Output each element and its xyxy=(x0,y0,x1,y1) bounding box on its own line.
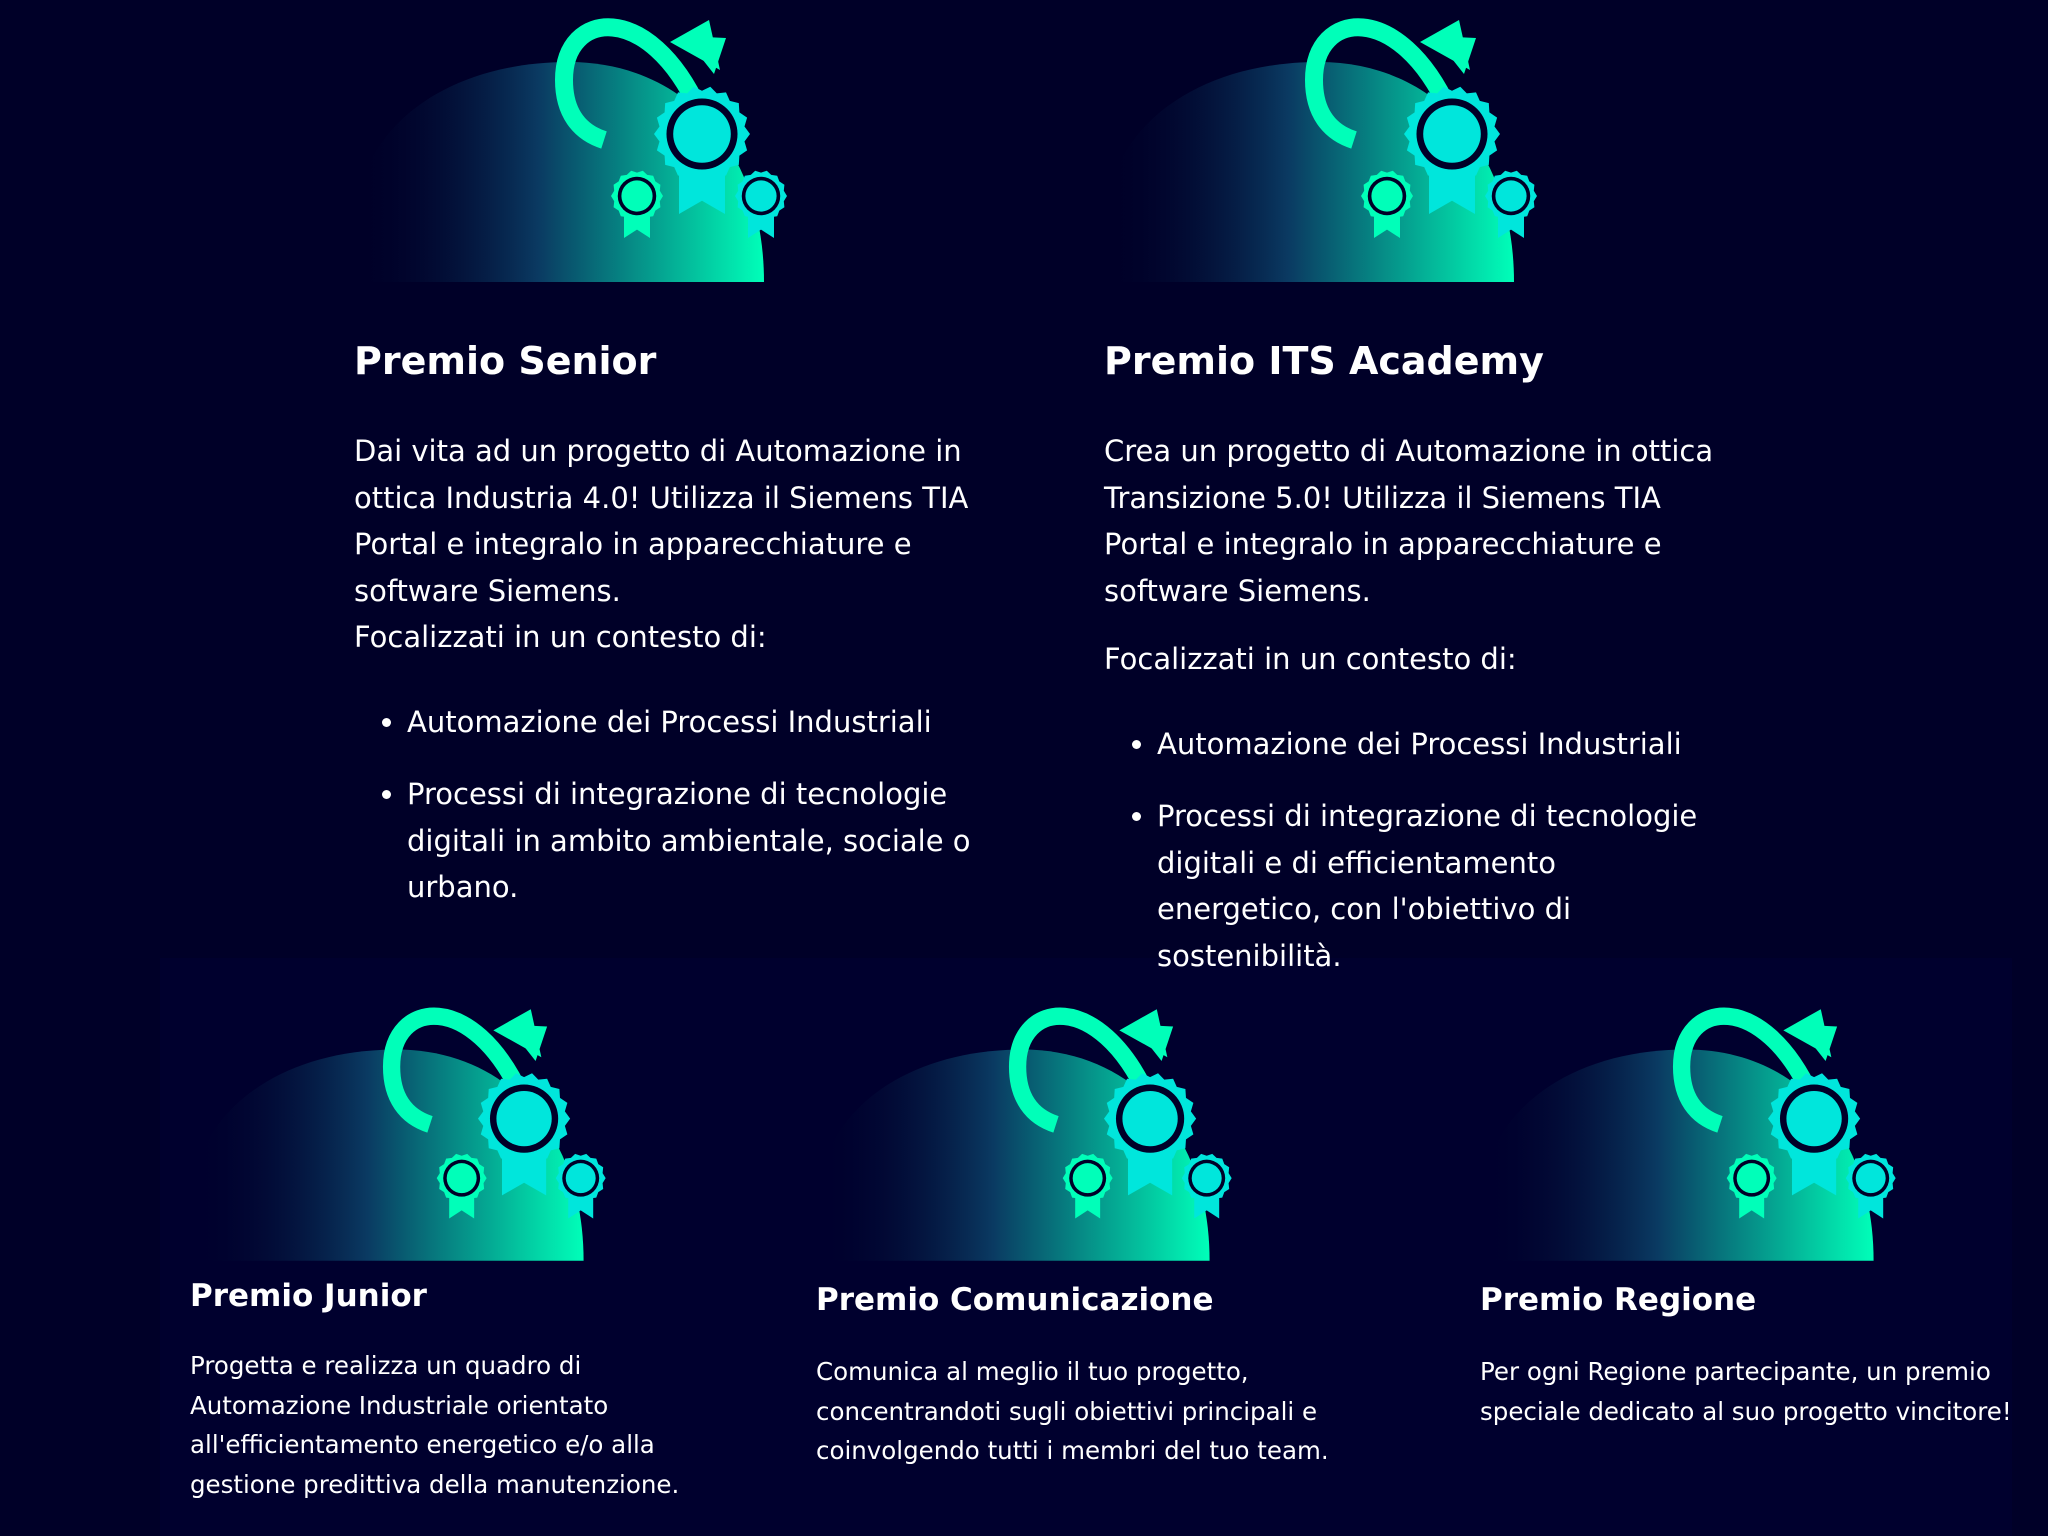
card-description xyxy=(354,428,974,911)
list-item: • Processi di integrazione di tecnologie digitali e di efficientamento energetico, con l'obiettivo di sostenibilità. xyxy=(1157,793,1724,979)
list-item: • Processi di integrazione di tecnologie digitali in ambito ambientale, sociale o urbano. xyxy=(407,771,974,911)
card-paragraph: Dai vita ad un progetto di Automazione in ottica Industria 4.0! Utilizza il Siemens TIA Portal e integralo in apparecchiature e software Siemens. xyxy=(354,434,969,608)
award-medals-icon xyxy=(816,990,1238,1264)
card-title: Premio ITS Academy xyxy=(1104,339,1544,383)
card-title: Premio Comunicazione xyxy=(816,1282,1214,1318)
card-description xyxy=(190,1346,730,1504)
card-title: Premio Junior xyxy=(190,1278,427,1314)
card-paragraph: Comunica al meglio il tuo progetto, concentrandoti sugli obiettivi principali e coinvolgendo tutti i membri del tuo team. xyxy=(816,1357,1329,1465)
focus-list xyxy=(1104,721,1724,980)
card-paragraph: Focalizzati in un contesto di: xyxy=(354,620,767,654)
card-paragraph: Progetta e realizza un quadro di Automazione Industriale orientato all'efficientamento energetico e/o alla gestione predittiva della manutenzione. xyxy=(190,1351,680,1499)
award-medals-icon xyxy=(816,990,1238,1264)
award-medals-icon xyxy=(354,0,794,285)
award-medals-icon xyxy=(190,990,612,1264)
card-description xyxy=(1480,1352,2020,1431)
award-medals-icon xyxy=(354,0,794,285)
card-description xyxy=(1104,428,1724,979)
card-title: Premio Senior xyxy=(354,339,657,383)
list-item: • Automazione dei Processi Industriali xyxy=(1157,721,1724,768)
card-paragraph: Per ogni Regione partecipante, un premio speciale dedicato al suo progetto vincitore! xyxy=(1480,1357,2012,1426)
award-medals-icon xyxy=(190,990,612,1264)
focus-list xyxy=(354,699,974,911)
award-medals-icon xyxy=(1480,990,1902,1264)
card-title: Premio Regione xyxy=(1480,1282,1757,1318)
award-medals-icon xyxy=(1104,0,1544,285)
award-medals-icon xyxy=(1104,0,1544,285)
card-paragraph: Crea un progetto di Automazione in ottica Transizione 5.0! Utilizza il Siemens TIA Portal e integralo in apparecchiature e software Siemens. xyxy=(1104,434,1714,608)
card-paragraph: Focalizzati in un contesto di: xyxy=(1104,642,1517,676)
card-description xyxy=(816,1352,1356,1471)
award-medals-icon xyxy=(1480,990,1902,1264)
list-item: • Automazione dei Processi Industriali xyxy=(407,699,974,746)
